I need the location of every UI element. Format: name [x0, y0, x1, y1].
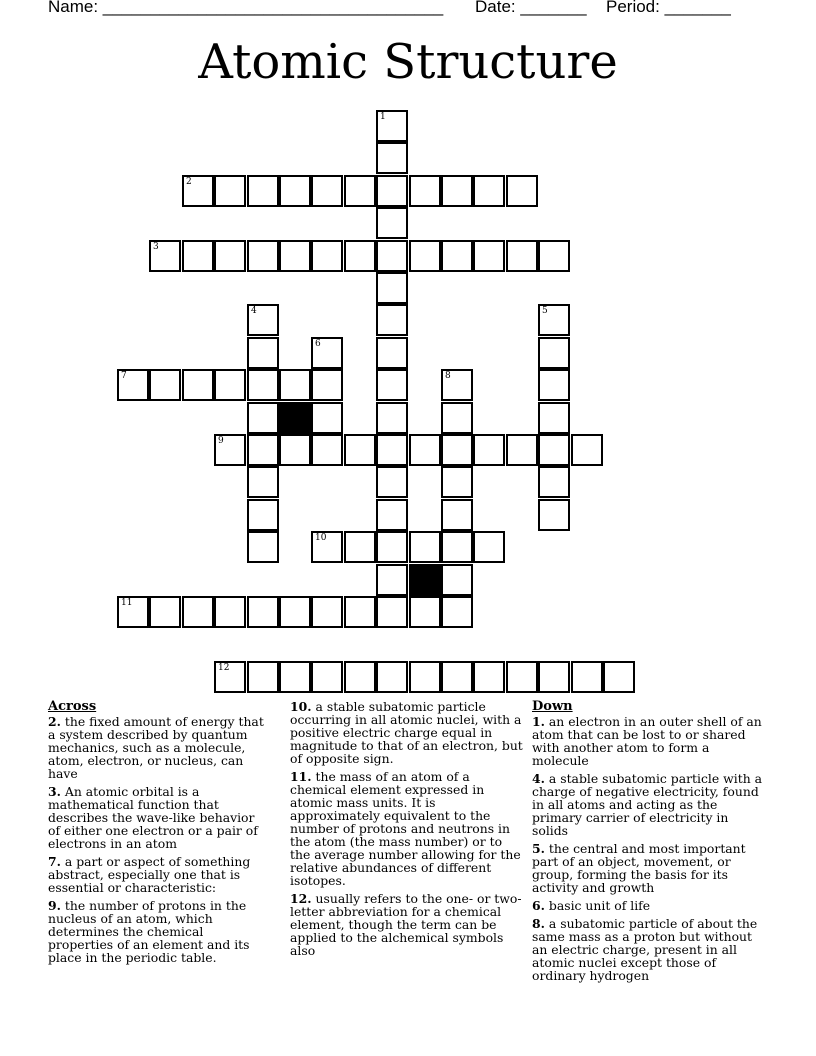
- crossword-cell[interactable]: [376, 337, 408, 369]
- across-heading: Across: [48, 699, 97, 714]
- crossword-cell[interactable]: [538, 499, 570, 531]
- clue-text: the number of protons in the nucleus of an atom, which determines the chemical properties of an element and its place in the periodic table.: [48, 898, 250, 965]
- clue-text: An atomic orbital is a mathematical function that describes the wave-like behavior of either one electron or a pair of electrons in an atom: [48, 784, 258, 851]
- crossword-cell[interactable]: [506, 661, 538, 693]
- crossword-cell[interactable]: [182, 369, 214, 401]
- crossword-cell[interactable]: [409, 240, 441, 272]
- clue-number: 2.: [48, 714, 61, 729]
- clue-number-label: 11: [121, 598, 133, 608]
- clue-number-label: 4: [251, 306, 257, 316]
- crossword-cell[interactable]: [441, 402, 473, 434]
- across-clue: [290, 770, 526, 887]
- clue-text: a part or aspect of something abstract, especially one that is essential or characteristic:: [48, 854, 251, 895]
- crossword-cell[interactable]: [506, 240, 538, 272]
- crossword-cell[interactable]: [376, 466, 408, 498]
- clue-text: usually refers to the one- or two-letter abbreviation for a chemical element, though the term can be applied to the alchemical symbols also: [290, 891, 522, 958]
- crossword-cell[interactable]: [473, 531, 505, 563]
- clue-number: 4.: [532, 771, 545, 786]
- clue-number: 12.: [290, 891, 312, 906]
- crossword-cell[interactable]: [344, 434, 376, 466]
- down-heading: Down: [532, 699, 573, 714]
- crossword-cell[interactable]: [571, 661, 603, 693]
- clue-number: 5.: [532, 841, 545, 856]
- crossword-cell[interactable]: [473, 661, 505, 693]
- crossword-cell[interactable]: [441, 240, 473, 272]
- crossword-cell[interactable]: [214, 661, 246, 693]
- crossword-cell[interactable]: [441, 369, 473, 401]
- clue-number-label: 10: [315, 533, 327, 543]
- crossword-cell[interactable]: [247, 337, 279, 369]
- clue-number: 10.: [290, 699, 312, 714]
- crossword-cell[interactable]: [603, 661, 635, 693]
- crossword-cell[interactable]: [247, 304, 279, 336]
- crossword-cell[interactable]: [149, 369, 181, 401]
- crossword-cell[interactable]: [376, 402, 408, 434]
- crossword-cell[interactable]: [473, 175, 505, 207]
- crossword-cell[interactable]: [538, 466, 570, 498]
- clue-number-label: 9: [218, 436, 224, 446]
- across-clue: [48, 899, 268, 964]
- crossword-cell[interactable]: [441, 564, 473, 596]
- period-field[interactable]: Period: _______: [606, 0, 731, 16]
- clue-number: 3.: [48, 784, 61, 799]
- crossword-cell[interactable]: [247, 434, 279, 466]
- crossword-cell[interactable]: [376, 564, 408, 596]
- crossword-cell[interactable]: [311, 175, 343, 207]
- crossword-cell[interactable]: [409, 661, 441, 693]
- crossword-cell[interactable]: [344, 531, 376, 563]
- crossword-cell[interactable]: [247, 661, 279, 693]
- crossword-cell[interactable]: [182, 240, 214, 272]
- clue-number: 6.: [532, 898, 545, 913]
- page-title: Atomic Structure: [198, 34, 618, 90]
- crossword-cell[interactable]: [247, 466, 279, 498]
- crossword-cell[interactable]: [247, 596, 279, 628]
- down-clue: [532, 917, 766, 982]
- down-clue: [532, 772, 766, 837]
- crossword-cell[interactable]: [214, 596, 246, 628]
- crossword-cell[interactable]: [247, 240, 279, 272]
- crossword-cell[interactable]: [149, 596, 181, 628]
- crossword-cell[interactable]: [538, 434, 570, 466]
- crossword-cell[interactable]: [376, 369, 408, 401]
- crossword-cell[interactable]: [409, 434, 441, 466]
- date-field[interactable]: Date: _______: [475, 0, 587, 16]
- crossword-cell[interactable]: [247, 402, 279, 434]
- crossword-cell[interactable]: [182, 596, 214, 628]
- crossword-cell[interactable]: [376, 272, 408, 304]
- crossword-cell[interactable]: [441, 596, 473, 628]
- clue-number: 7.: [48, 854, 61, 869]
- crossword-cell[interactable]: [311, 434, 343, 466]
- clue-number-label: 5: [542, 306, 548, 316]
- crossword-cell[interactable]: [279, 661, 311, 693]
- name-field[interactable]: Name: ____________________________________: [48, 0, 444, 16]
- crossword-cell[interactable]: [344, 175, 376, 207]
- crossword-cell[interactable]: [441, 499, 473, 531]
- across-clues-column-2: [290, 700, 526, 962]
- crossword-cell[interactable]: [247, 499, 279, 531]
- clue-number: 9.: [48, 898, 61, 913]
- clue-number-label: 1: [380, 112, 386, 122]
- crossword-cell[interactable]: [149, 240, 181, 272]
- black-square: [279, 402, 311, 434]
- crossword-cell[interactable]: [409, 531, 441, 563]
- crossword-cell[interactable]: [311, 240, 343, 272]
- crossword-cell[interactable]: [441, 466, 473, 498]
- clue-number-label: 12: [218, 663, 230, 673]
- crossword-cell[interactable]: [538, 304, 570, 336]
- crossword-cell[interactable]: [409, 175, 441, 207]
- across-clue: [48, 855, 268, 894]
- across-clue: [48, 785, 268, 850]
- crossword-cell[interactable]: [538, 402, 570, 434]
- crossword-cell[interactable]: [279, 240, 311, 272]
- crossword-cell[interactable]: [311, 661, 343, 693]
- crossword-cell[interactable]: [538, 240, 570, 272]
- crossword-cell[interactable]: [279, 434, 311, 466]
- down-clue: [532, 899, 766, 912]
- crossword-cell[interactable]: [376, 661, 408, 693]
- clue-number: 1.: [532, 714, 545, 729]
- across-clues-column-1: [48, 700, 268, 969]
- across-clue: [48, 715, 268, 780]
- crossword-cell[interactable]: [311, 337, 343, 369]
- crossword-cell[interactable]: [311, 369, 343, 401]
- crossword-cell[interactable]: [441, 661, 473, 693]
- crossword-cell[interactable]: [506, 434, 538, 466]
- crossword-cell[interactable]: [214, 434, 246, 466]
- crossword-cell[interactable]: [506, 175, 538, 207]
- clue-number-label: 2: [186, 177, 192, 187]
- clue-text: a stable subatomic particle with a charge of negative electricity, found in all atoms and acting as the primary carrier of electricity in solids: [532, 771, 763, 838]
- crossword-cell[interactable]: [441, 175, 473, 207]
- crossword-cell[interactable]: [441, 434, 473, 466]
- crossword-cell[interactable]: [344, 661, 376, 693]
- crossword-cell[interactable]: [214, 240, 246, 272]
- crossword-cell[interactable]: [279, 369, 311, 401]
- clue-number-label: 8: [445, 371, 451, 381]
- clue-number-label: 7: [121, 371, 127, 381]
- crossword-cell[interactable]: [571, 434, 603, 466]
- crossword-cell[interactable]: [441, 531, 473, 563]
- down-clue: [532, 842, 766, 894]
- crossword-cell[interactable]: [214, 175, 246, 207]
- across-clue: [290, 700, 526, 765]
- crossword-cell[interactable]: [279, 175, 311, 207]
- crossword-cell[interactable]: [311, 402, 343, 434]
- clue-number-label: 3: [153, 242, 159, 252]
- crossword-cell[interactable]: [214, 369, 246, 401]
- crossword-cell[interactable]: [311, 596, 343, 628]
- crossword-cell[interactable]: [538, 337, 570, 369]
- crossword-cell[interactable]: [344, 240, 376, 272]
- crossword-cell[interactable]: [247, 175, 279, 207]
- crossword-cell[interactable]: [376, 240, 408, 272]
- crossword-cell[interactable]: [409, 596, 441, 628]
- crossword-cell[interactable]: [376, 110, 408, 142]
- crossword-cell[interactable]: [247, 531, 279, 563]
- across-clue: [290, 892, 526, 957]
- clue-number: 11.: [290, 769, 312, 784]
- clue-text: a subatomic particle of about the same mass as a proton but without an electric charge, present in all atomic nuclei except those of ordinary hydrogen: [532, 916, 758, 983]
- crossword-cell[interactable]: [376, 304, 408, 336]
- crossword-cell[interactable]: [376, 434, 408, 466]
- crossword-cell[interactable]: [473, 240, 505, 272]
- crossword-cell[interactable]: [182, 175, 214, 207]
- clue-text: the fixed amount of energy that a system described by quantum mechanics, such as a molecule, atom, electron, or nucleus, can have: [48, 714, 264, 781]
- down-clue: [532, 715, 766, 767]
- crossword-cell[interactable]: [311, 531, 343, 563]
- clue-text: an electron in an outer shell of an atom that can be lost to or shared with another atom to form a molecule: [532, 714, 762, 768]
- crossword-cell[interactable]: [376, 175, 408, 207]
- crossword-cell[interactable]: [117, 369, 149, 401]
- crossword-cell[interactable]: [247, 369, 279, 401]
- clue-text: a stable subatomic particle occurring in all atomic nuclei, with a positive electric charge equal in magnitude to that of an electron, but of opposite sign.: [290, 699, 523, 766]
- clue-text: the central and most important part of an object, movement, or group, forming the basis for its activity and growth: [532, 841, 746, 895]
- crossword-cell[interactable]: [376, 596, 408, 628]
- crossword-cell[interactable]: [376, 142, 408, 174]
- crossword-cell[interactable]: [279, 596, 311, 628]
- clue-text: basic unit of life: [548, 898, 651, 913]
- clue-number: 8.: [532, 916, 545, 931]
- crossword-cell[interactable]: [538, 661, 570, 693]
- crossword-cell[interactable]: [376, 207, 408, 239]
- black-square: [409, 564, 441, 596]
- crossword-cell[interactable]: [376, 499, 408, 531]
- crossword-cell[interactable]: [538, 369, 570, 401]
- down-clues-column: [532, 700, 766, 987]
- crossword-cell[interactable]: [117, 596, 149, 628]
- crossword-cell[interactable]: [344, 596, 376, 628]
- clue-text: the mass of an atom of a chemical element expressed in atomic mass units. It is approximately equivalent to the number of protons and neutrons in the atom (the mass number) or to the average number allowing for the relative abundances of different isotopes.: [290, 769, 521, 888]
- clue-number-label: 6: [315, 339, 321, 349]
- crossword-cell[interactable]: [376, 531, 408, 563]
- crossword-cell[interactable]: [473, 434, 505, 466]
